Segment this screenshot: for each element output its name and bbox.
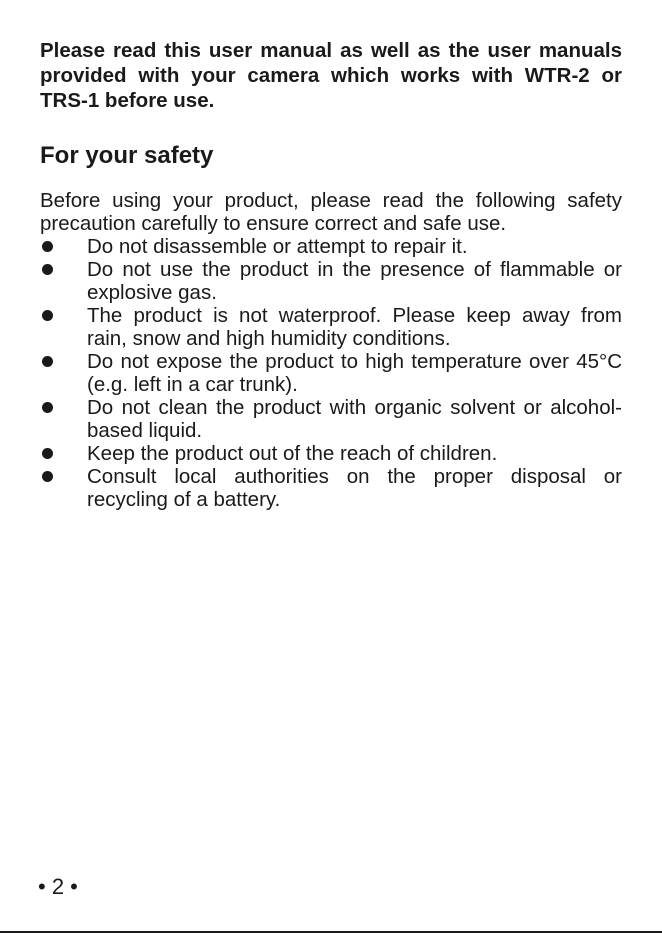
safety-item [40,442,622,465]
safety-item [40,350,622,396]
safety-item-text: Do not clean the product with organic solvent or alcohol-based liquid. [87,396,622,442]
safety-item-text: Do not expose the product to high temperature over 45°C (e.g. left in a car trunk). [87,350,622,396]
bullet-dot-icon [42,402,53,413]
bullet-dot-icon [42,310,53,321]
safety-item-text: Consult local authorities on the proper disposal or recycling of a battery. [87,465,622,511]
page-number: • 2 • [38,874,78,899]
safety-item-text: The product is not waterproof. Please keep away from rain, snow and high humidity conditions. [87,304,622,350]
safety-item [40,304,622,350]
intro-paragraph: Please read this user manual as well as the user manuals provided with your camera which works with WTR-2 or TRS-1 before use. [40,39,622,112]
bullet-dot-icon [42,471,53,482]
bullet-dot-icon [42,356,53,367]
section-title: For your safety [40,142,214,169]
page-content [40,38,622,511]
safety-precautions-list [40,235,622,511]
bullet-dot-icon [42,448,53,459]
bullet-dot-icon [42,241,53,252]
bullet-dot-icon [42,264,53,275]
safety-item [40,396,622,442]
safety-item [40,465,622,511]
safety-lead-paragraph: Before using your product, please read the following safety precaution carefully to ensure correct and safe use. [40,189,622,235]
safety-item [40,235,622,258]
safety-item-text: Do not use the product in the presence of flammable or explosive gas. [87,258,622,304]
safety-item-text: Keep the product out of the reach of children. [87,442,498,465]
safety-item [40,258,622,304]
safety-item-text: Do not disassemble or attempt to repair it. [87,235,468,258]
